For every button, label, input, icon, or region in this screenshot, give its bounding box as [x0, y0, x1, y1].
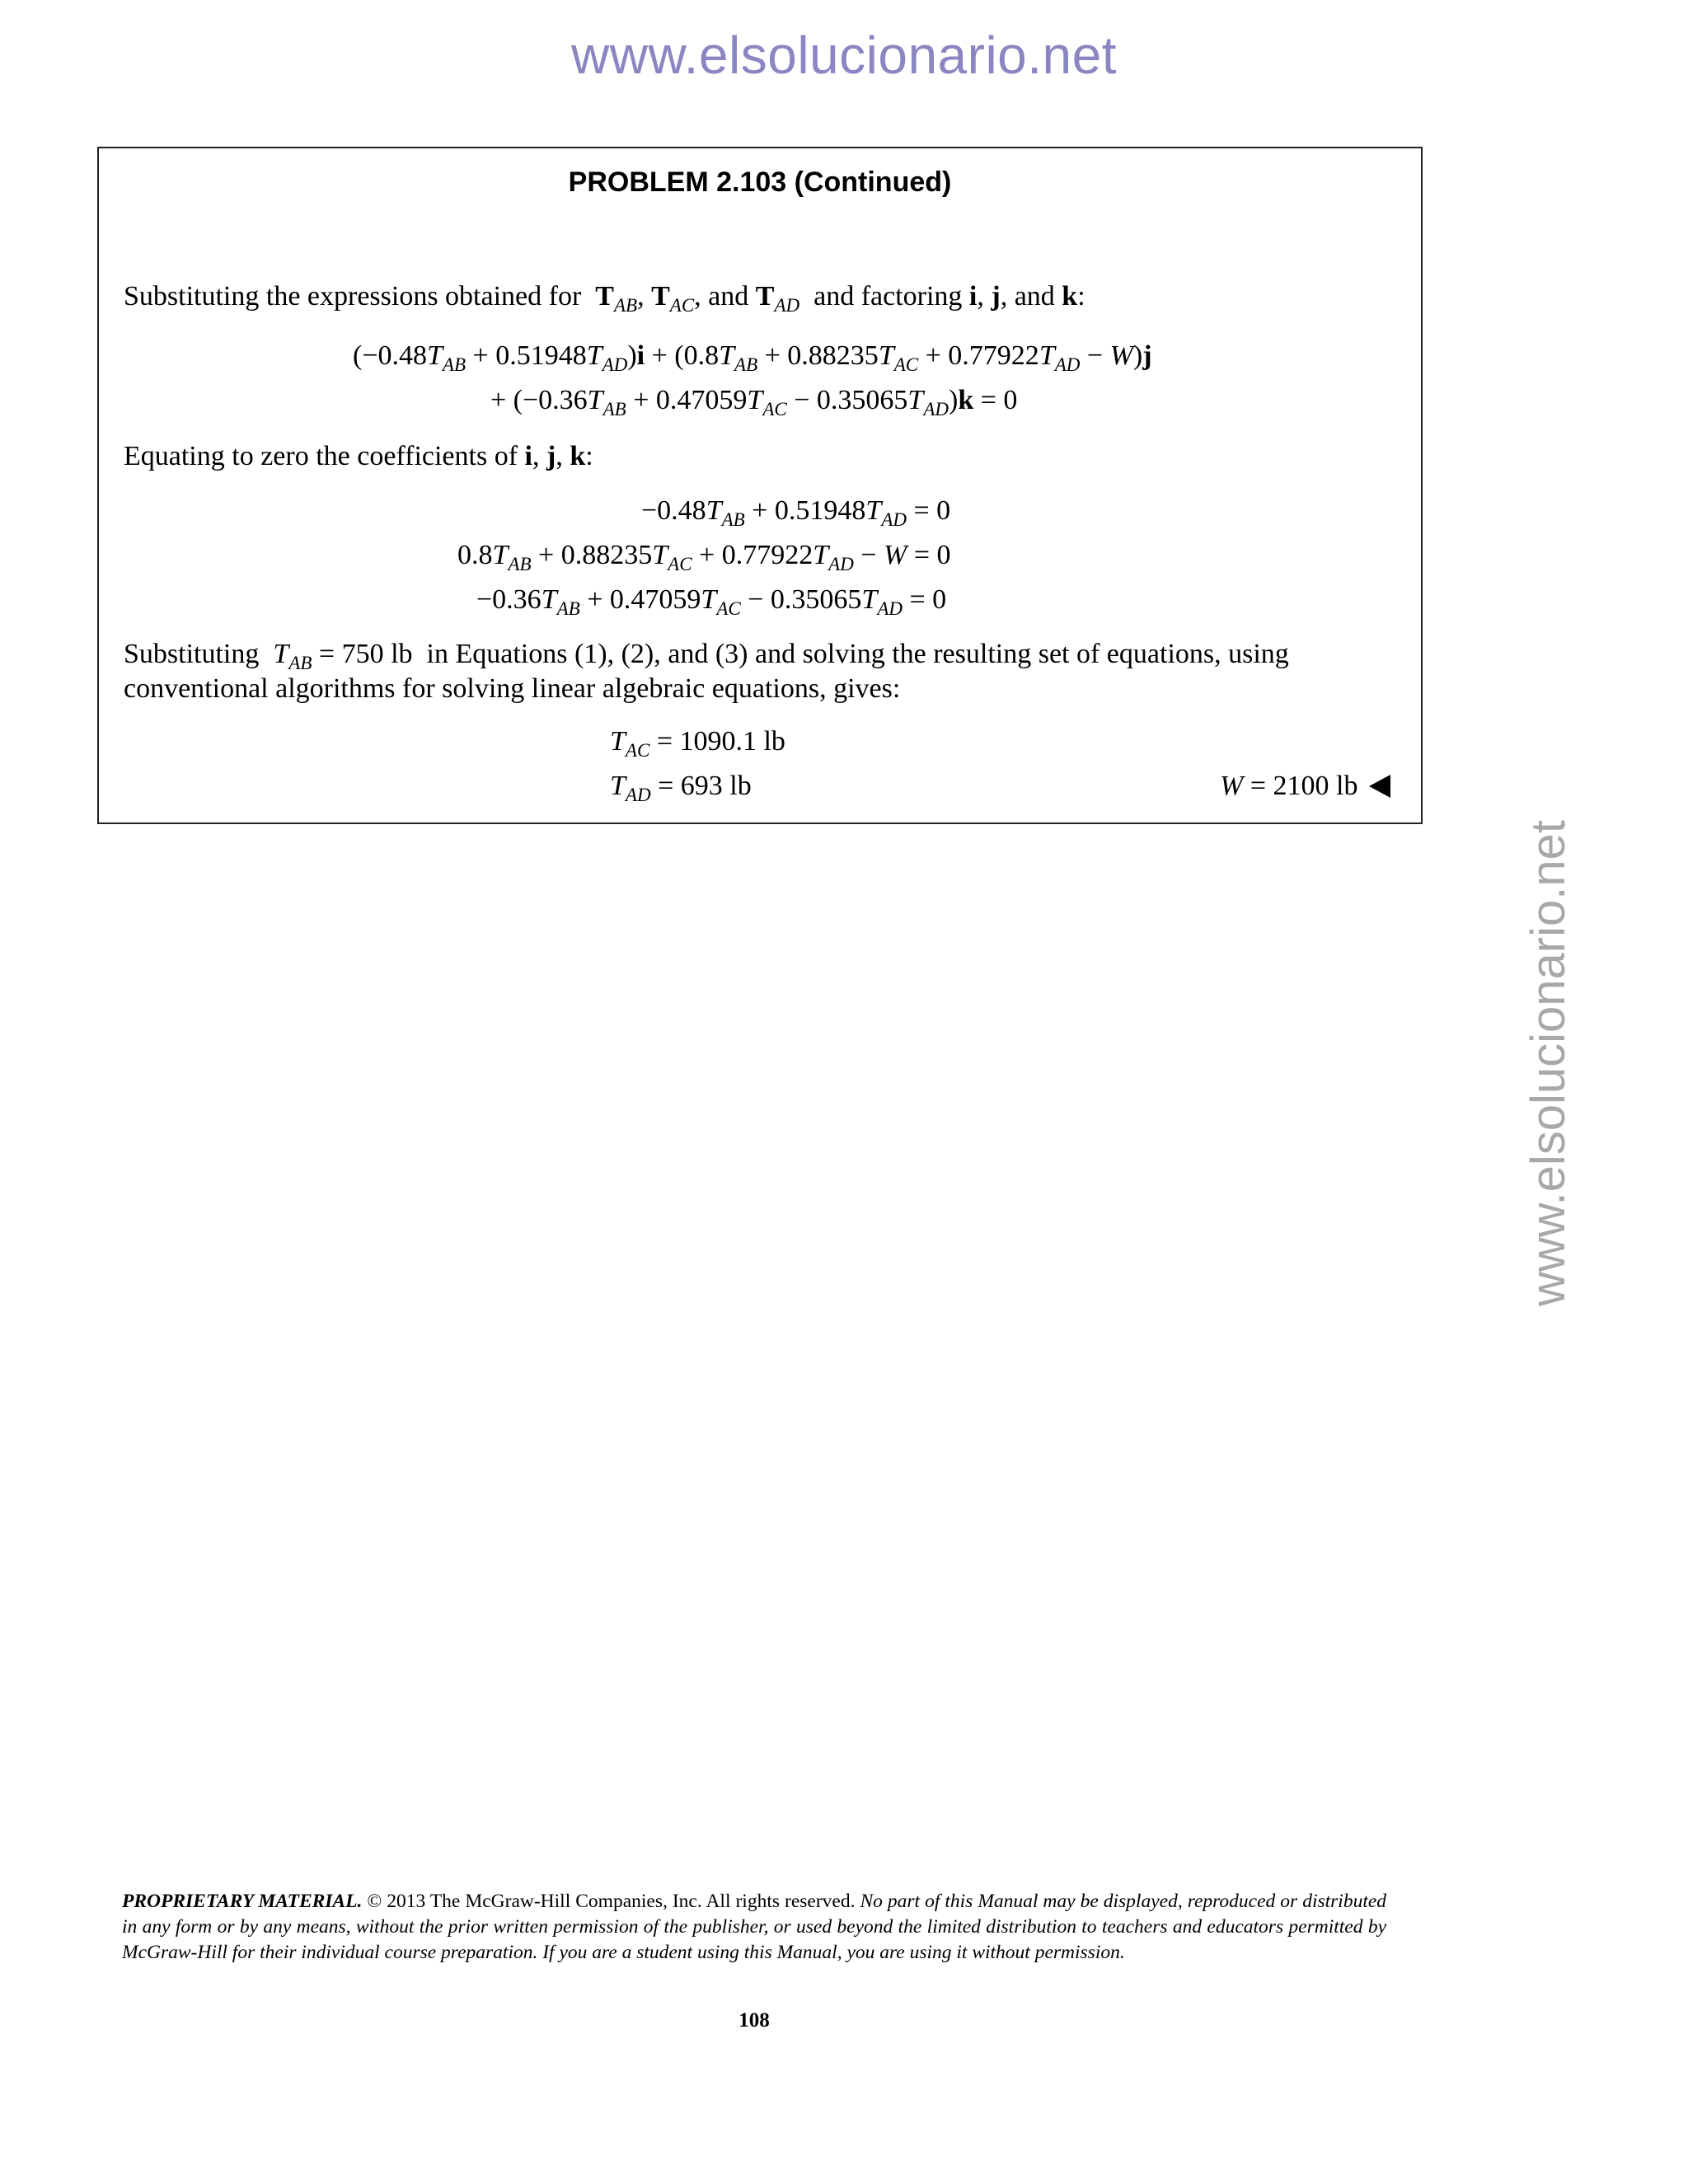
problem-box: [97, 147, 1423, 824]
result-tad: $T_{AD} = 693$ lb: [610, 771, 752, 805]
answer-marker-icon: [1369, 775, 1390, 798]
vector-equation-line-2: + $(-0.36T_{AB} + 0.47059T_{AC} - 0.35065T_{AD})k = 0$: [490, 385, 1018, 419]
watermark-top: www.elsolucionario.net: [571, 26, 1117, 85]
vector-equation-line-1: $(-0.48T_{AB} + 0.51948T_{AD})i + (0.8T_{AB} + 0.88235T_{AC} + 0.77922T_{AD} - W)j$: [353, 340, 1152, 375]
equation-k: $-0.36T_{AB} + 0.47059T_{AC} - 0.35065T_{AD} = 0$: [476, 584, 947, 619]
result-w: W = 2100 lb: [1220, 770, 1390, 803]
footer-copyright: PROPRIETARY MATERIAL. © 2013 The McGraw-Hill Companies, Inc. All rights reserved. No part of this Manual may be displayed, reproduced or distributed in any form or by any means, without the prior written permission of the publisher, or used beyond the limited distribution to teachers and educators permitted by McGraw-Hill for their individual course preparation. If you are a student using this Manual, you are using it without permission.: [122, 1891, 1387, 1963]
substituting-line-2: conventional algorithms for solving linear algebraic equations, gives:: [124, 673, 901, 704]
page-number: 108: [738, 2009, 770, 2032]
intro-line: Substituting the expressions obtained for $T_{AB}$, $T_{AC}$, and $T_{AD}$ and factoring i, j, and k:: [124, 281, 1085, 316]
substituting-line-1: Substituting $T_{AB} = 750$ lb in Equations (1), (2), and (3) and solving the resulting set of equations, using: [124, 639, 1289, 673]
problem-title: PROBLEM 2.103 (Continued): [568, 166, 952, 198]
result-tac: $T_{AC} = 1090.1$ lb: [610, 726, 785, 761]
watermark-side: www.elsolucionario.net: [1522, 820, 1575, 1306]
equating-line: Equating to zero the coefficients of i, j, k:: [124, 441, 593, 471]
equation-i: $-0.48T_{AB} + 0.51948T_{AD} = 0$: [641, 495, 951, 530]
equation-j: $0.8T_{AB} + 0.88235T_{AC} + 0.77922T_{AD} - W = 0$: [457, 540, 951, 574]
